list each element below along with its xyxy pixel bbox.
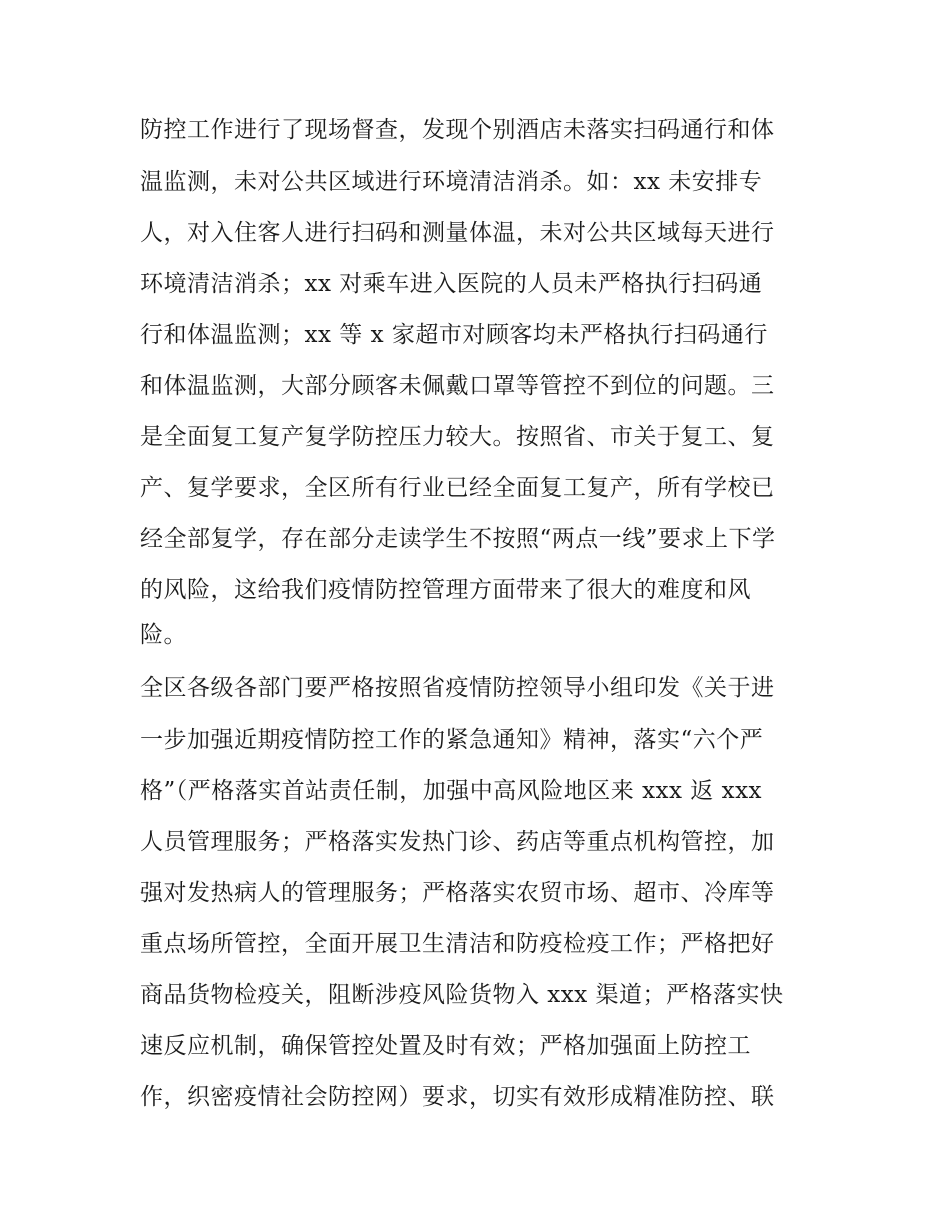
- paragraph-line: 全区各级各部门要严格按照省疫情防控领导小组印发《关于进: [140, 675, 775, 701]
- paragraph-line: 一步加强近期疫情防控工作的紧急通知》精神，落实“六个严: [140, 727, 764, 753]
- paragraph-line: 防控工作进行了现场督查，发现个别酒店未落实扫码通行和体: [140, 117, 775, 143]
- paragraph-line: 人，对入住客人进行扫码和测量体温，未对公共区域每天进行: [140, 220, 775, 246]
- paragraph-line: 和体温监测，大部分顾客未佩戴口罩等管控不到位的问题。三: [140, 373, 775, 399]
- paragraph-line: 重点场所管控，全面开展卫生清洁和防疫检疫工作；严格把好: [140, 931, 775, 957]
- paragraph-line: 作，织密疫情社会防控网）要求，切实有效形成精准防控、联: [140, 1084, 775, 1110]
- paragraph-line: 商品货物检疫关，阻断涉疫风险货物入 xxx 渠道；严格落实快: [140, 982, 784, 1008]
- paragraph-line: 人员管理服务；严格落实发热门诊、药店等重点机构管控，加: [140, 829, 775, 855]
- paragraph-line: 的风险，这给我们疫情防控管理方面带来了很大的难度和风: [140, 577, 751, 603]
- paragraph-line: 温监测，未对公共区域进行环境清洁消杀。如：xx 未安排专: [140, 169, 763, 195]
- paragraph-line: 险。: [140, 622, 187, 648]
- paragraph-line: 格”（严格落实首站责任制，加强中高风险地区来 xxx 返 xxx: [140, 778, 763, 804]
- paragraph-line: 速反应机制，确保管控处置及时有效；严格加强面上防控工: [140, 1033, 751, 1059]
- paragraph-line: 行和体温监测；xx 等 x 家超市对顾客均未严格执行扫码通行: [140, 322, 768, 348]
- paragraph-line: 产、复学要求，全区所有行业已经全面复工复产，所有学校已: [140, 475, 775, 501]
- paragraph-line: 是全面复工复产复学防控压力较大。按照省、市关于复工、复: [140, 424, 775, 450]
- paragraph-line: 强对发热病人的管理服务；严格落实农贸市场、超市、冷库等: [140, 880, 775, 906]
- paragraph-line: 经全部复学，存在部分走读学生不按照“两点一线”要求上下学: [140, 526, 776, 552]
- paragraph-line: 环境清洁消杀；xx 对乘车进入医院的人员未严格执行扫码通: [140, 271, 763, 297]
